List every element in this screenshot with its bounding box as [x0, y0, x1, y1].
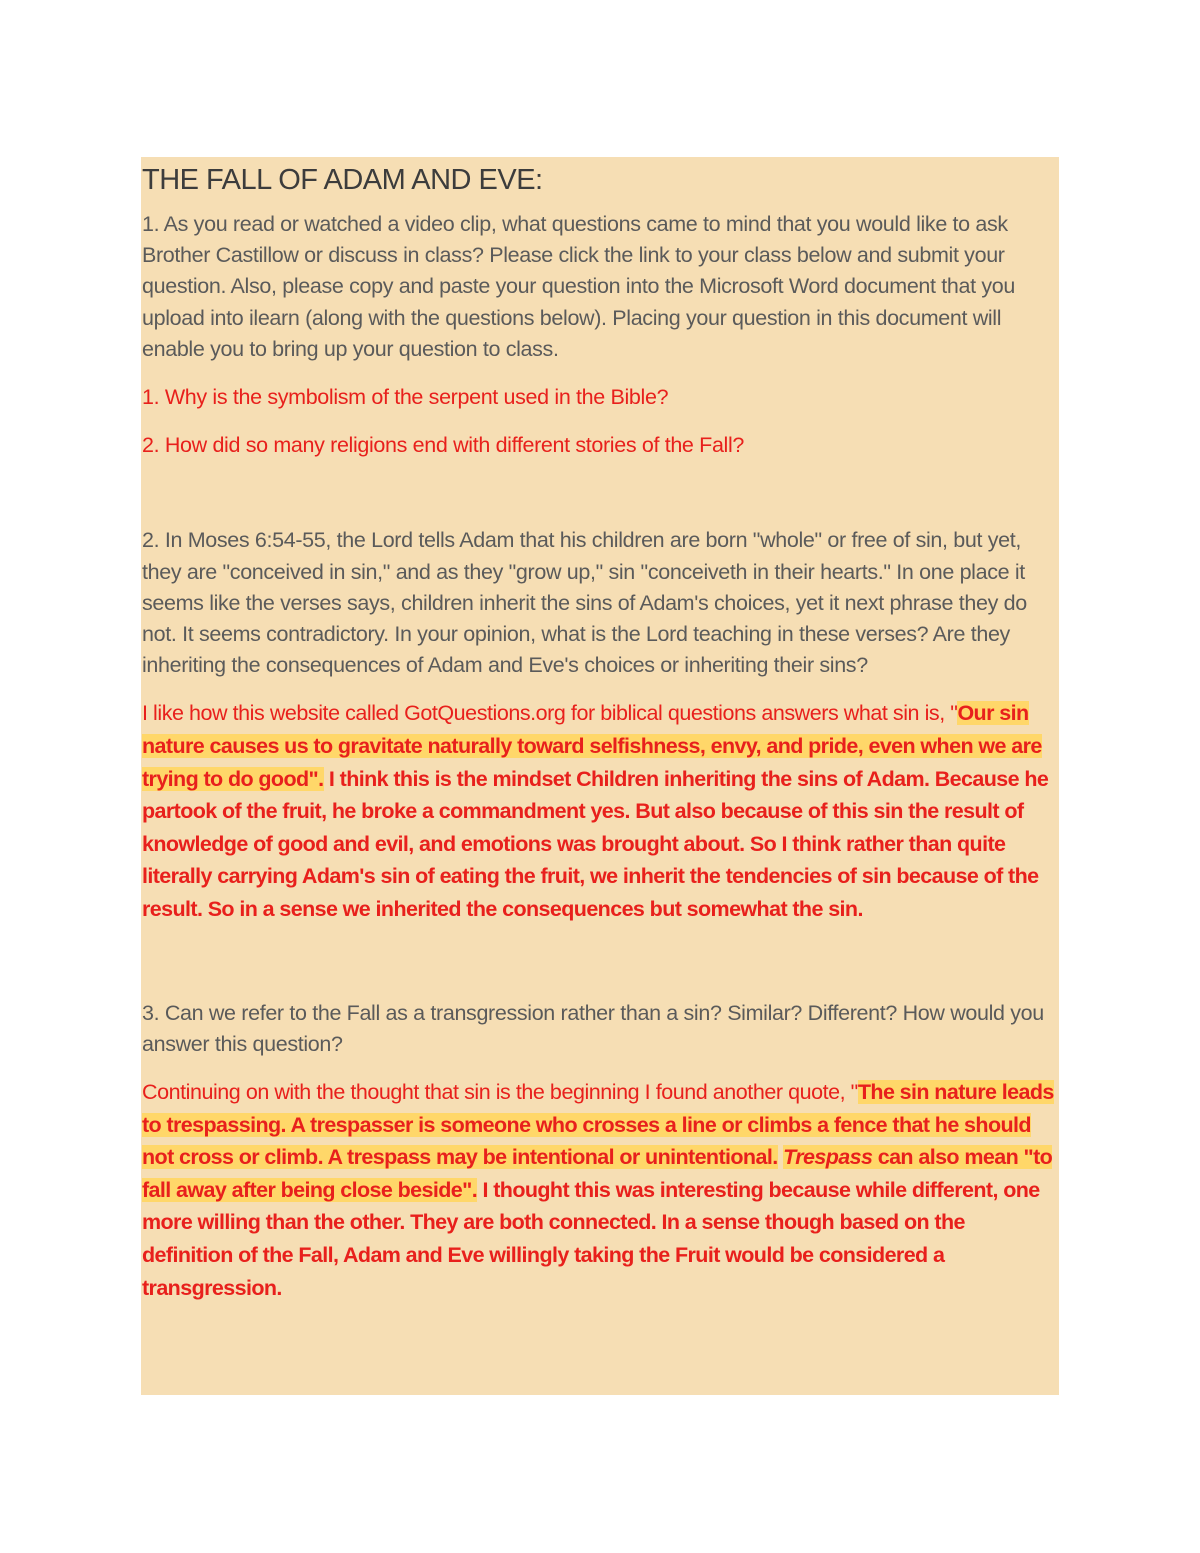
- question-2-answer-quote: Our sin nature causes us to gravitate naturally toward selfishness, envy, and pride, even when we are trying to do good".: [142, 701, 1042, 791]
- document-title: THE FALL OF ADAM AND EVE:: [142, 164, 543, 196]
- question-3-prompt: 3. Can we refer to the Fall as a transgression rather than a sin? Similar? Different? How would you answer this question?: [142, 1000, 1044, 1056]
- question-3-answer-quote-end: can also mean "to fall away after being close beside".: [142, 1145, 1053, 1202]
- question-3-answer: [142, 1076, 1059, 1304]
- question-3-answer-quote: The sin nature leads to trespassing. A trespasser is someone who crosses a line or climbs a fence that he should not cross or climb. A trespass may be intentional or unintentional.: [142, 1080, 1054, 1170]
- question-3-answer-rest: I thought this was interesting because while different, one more willing than the other. They are both connected. In a sense though based on the definition of the Fall, Adam and Eve willingly taking the Fruit would be considered a transgression.: [142, 1177, 1040, 1300]
- question-1-prompt: 1. As you read or watched a video clip, what questions came to mind that you would like to ask Brother Castillow or discuss in class? Please click the link to your class below and submit your question. Also, please copy and paste your question into the Microsoft Word document that you upload into ilearn (along with the questions below). Placing your question in this document will enable you to bring up your question to class.: [142, 212, 1015, 361]
- question-2-answer-rest: I think this is the mindset Children inheriting the sins of Adam. Because he partook of the fruit, he broke a commandment yes. But also because of this sin the result of knowledge of good and evil, and emotions was brought about. So I think rather than quite literally carrying Adam's sin of eating the fruit, we inherit the tendencies of sin because of the result. So in a sense we inherited the consequences but somewhat the sin.: [142, 766, 1049, 921]
- question-3-answer-intro: Continuing on with the thought that sin is the beginning I found another quote, ": [142, 1080, 858, 1104]
- question-3-answer-quote-term: Trespass: [783, 1145, 873, 1170]
- question-2-answer: [142, 697, 1059, 925]
- document-page: [141, 157, 1059, 1395]
- question-2-answer-intro: I like how this website called GotQuestions.org for biblical questions answers what sin is, ": [142, 701, 958, 726]
- question-1-answer-1: 1. Why is the symbolism of the serpent used in the Bible?: [142, 385, 669, 410]
- question-2-prompt: 2. In Moses 6:54-55, the Lord tells Adam that his children are born "whole" or free of sin, but yet, they are "conceived in sin," and as they "grow up," sin "conceiveth in their hearts." In one place it seems like the verses says, children inherit the sins of Adam's choices, yet it next phrase they do not. It seems contradictory. In your opinion, what is the Lord teaching in these verses? Are they inheriting the consequences of Adam and Eve's choices or inheriting their sins?: [142, 528, 1027, 678]
- question-1-answer-2: 2. How did so many religions end with different stories of the Fall?: [142, 433, 745, 458]
